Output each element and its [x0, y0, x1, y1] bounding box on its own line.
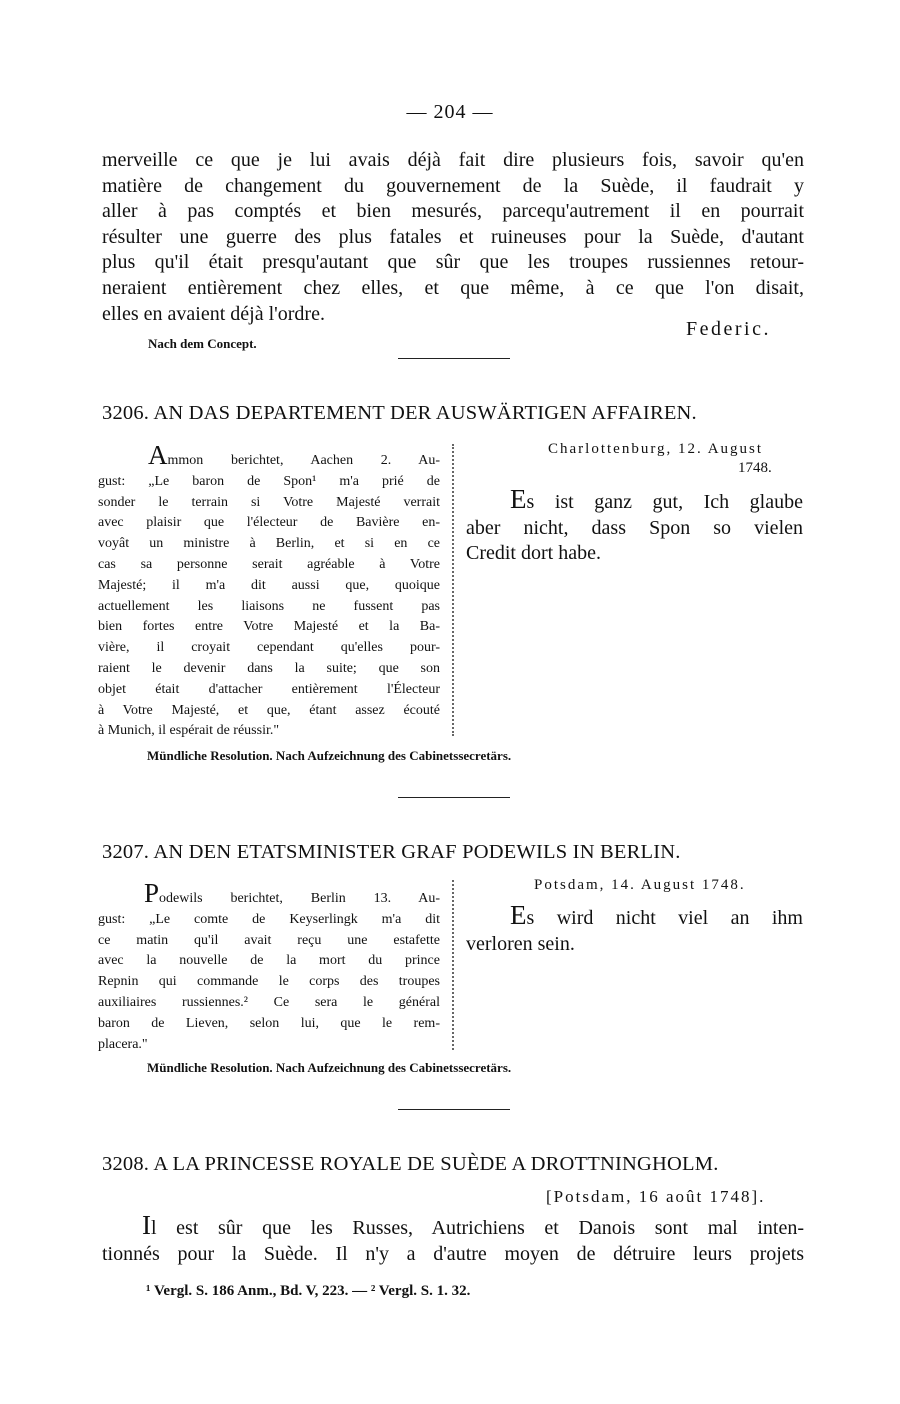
source-note: Mündliche Resolution. Nach Aufzeichnung des Cabinetssecretärs. [147, 748, 512, 763]
report-line: Repnin qui commande le corps des troupes [98, 974, 440, 990]
reply-column-3207 [466, 902, 803, 957]
place-date: [Potsdam, 16 août 1748]. [546, 1187, 766, 1206]
page-number: — 204 — [406, 101, 494, 123]
intro-line: matière de changement du gouvernement de la Suède, il faudrait y [102, 174, 804, 197]
reply-line: aber nicht, dass Spon so vielen [466, 516, 803, 539]
report-column-3207 [98, 880, 440, 1055]
report-line: cas sa personne serait agréable à Votre [98, 556, 440, 572]
body-line: tionnés pour la Suède. Il n'y a d'autre moyen de détruire leurs projets [102, 1242, 804, 1265]
signature: Federic. [686, 318, 771, 340]
report-line: Majesté; il m'a dit aussi que, quoique [98, 577, 440, 593]
place-date-year: 1748. [738, 460, 772, 476]
report-line: avec la nouvelle de la mort du prince [98, 953, 440, 969]
letter-heading-3206: 3206. AN DAS DEPARTEMENT DER AUSWÄRTIGEN AFFAIREN. [102, 402, 697, 424]
section-divider [398, 797, 510, 798]
report-line: vière, il croyait cependant qu'elles pour- [98, 640, 440, 656]
section-divider [398, 358, 510, 359]
reply-line: verloren sein. [466, 932, 575, 955]
source-note: Nach dem Concept. [148, 336, 257, 351]
intro-line: neraient entièrement chez elles, et que même, à ce que l'on disait, [102, 276, 804, 299]
section-divider [398, 1109, 510, 1110]
reply-line: Es wird nicht viel an ihm [510, 900, 803, 930]
intro-line: aller à pas comptés et bien mesurés, parcequ'autrement il en pourrait [102, 200, 804, 223]
intro-line: résulter une guerre des plus fatales et ruineuses pour la Suède, d'autant [102, 225, 804, 248]
letter-heading-3208: 3208. A LA PRINCESSE ROYALE DE SUÈDE A DROTTNINGHOLM. [102, 1153, 719, 1175]
source-note: Mündliche Resolution. Nach Aufzeichnung des Cabinetssecretärs. [147, 1060, 512, 1075]
report-line: raient le devenir dans la suite; que son [98, 660, 440, 676]
letter-body-3208 [102, 1212, 804, 1267]
report-column-3206 [98, 442, 440, 742]
report-line: placera." [98, 1036, 148, 1052]
intro-line: plus qu'il était presqu'autant que sûr que les troupes russiennes retour- [102, 251, 804, 274]
reply-line: Es ist ganz gut, Ich glaube [510, 484, 803, 514]
letter-heading-3207: 3207. AN DEN ETATSMINISTER GRAF PODEWILS IN BERLIN. [102, 841, 681, 863]
report-line: gust: „Le baron de Spon¹ m'a prié de [98, 473, 440, 489]
intro-line: elles en avaient déjà l'ordre. [102, 302, 325, 325]
report-line: Podewils berichtet, Berlin 13. Au- [144, 878, 440, 908]
reply-line: Credit dort habe. [466, 542, 601, 565]
report-line: auxiliaires russiennes.² Ce sera le général [98, 994, 440, 1010]
report-line: objet était d'attacher entièrement l'Électeur [98, 681, 440, 697]
report-line: à Munich, il espérait de réussir." [98, 723, 280, 739]
intro-paragraph [102, 148, 804, 327]
report-line: sonder le terrain si Votre Majesté verrait [98, 494, 440, 510]
report-line: Ammon berichtet, Aachen 2. Au- [148, 440, 440, 470]
body-line: Il est sûr que les Russes, Autrichiens et Danois sont mal inten- [142, 1210, 804, 1240]
report-line: avec plaisir que l'électeur de Bavière en- [98, 515, 440, 531]
column-divider [452, 880, 454, 1050]
place-date: Potsdam, 14. August 1748. [534, 877, 746, 893]
initial-letter: A [148, 440, 168, 470]
footnotes: ¹ Vergl. S. 186 Anm., Bd. V, 223. — ² Vergl. S. 1. 32. [146, 1283, 471, 1299]
report-line: ce matin qu'il avait reçu une estafette [98, 932, 440, 948]
report-line: bien fortes entre Votre Majesté et la Ba- [98, 619, 440, 635]
report-line: à Votre Majesté, et que, étant assez écouté [98, 702, 440, 718]
place-date: Charlottenburg, 12. August [548, 441, 764, 457]
intro-line: merveille ce que je lui avais déjà fait dire plusieurs fois, savoir qu'en [102, 149, 804, 171]
reply-column-3206 [466, 486, 803, 567]
report-line: gust: „Le comte de Keyserlingk m'a dit [98, 911, 440, 927]
report-line: actuellement les liaisons ne fussent pas [98, 598, 440, 614]
initial-letter: E [510, 900, 527, 930]
initial-letter: I [142, 1210, 151, 1240]
report-line: voyât un ministre à Berlin, et si en ce [98, 536, 440, 552]
initial-letter: P [144, 878, 160, 908]
column-divider [452, 444, 454, 736]
report-line: baron de Lieven, selon lui, que le rem- [98, 1015, 440, 1031]
initial-letter: E [510, 484, 527, 514]
